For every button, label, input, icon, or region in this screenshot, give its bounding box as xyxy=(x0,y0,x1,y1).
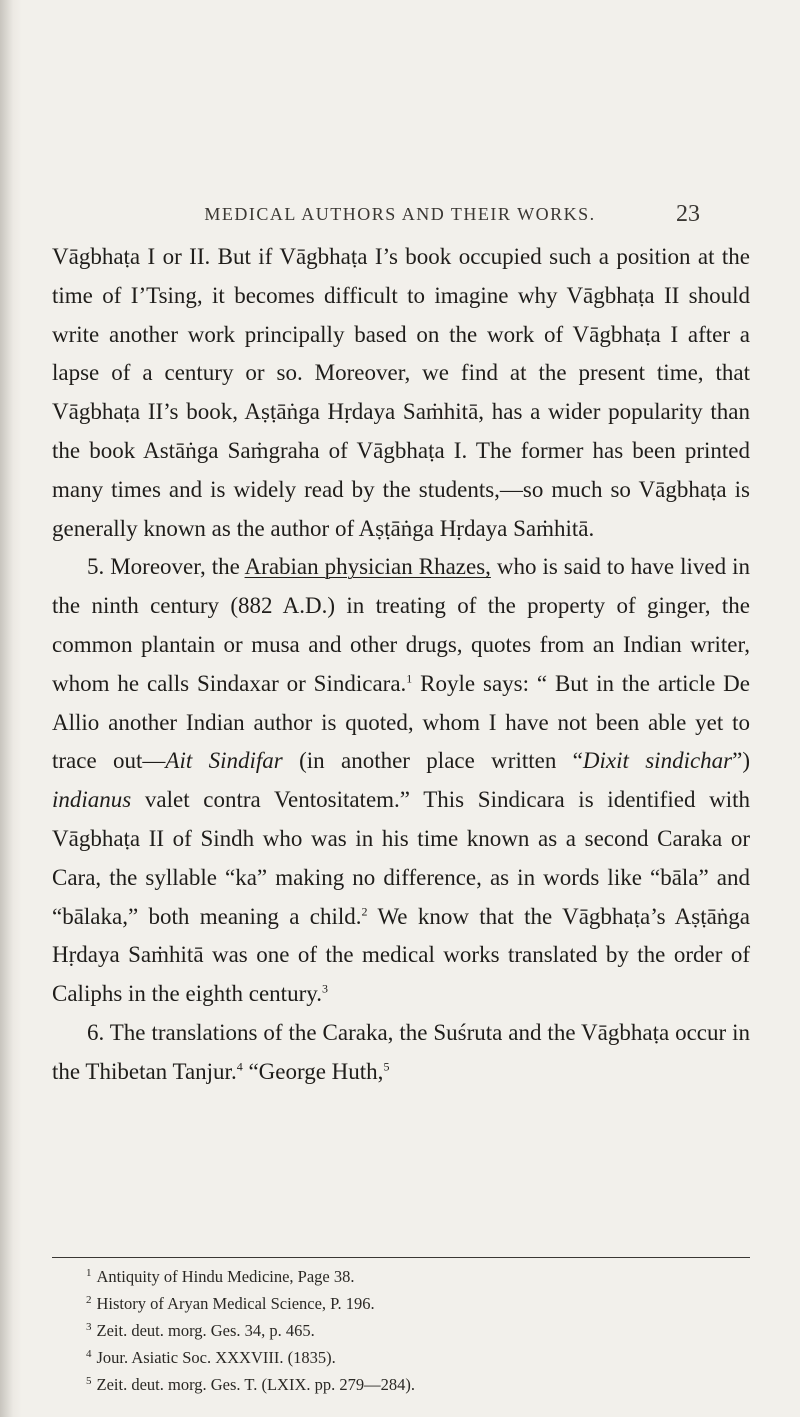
footnote-item xyxy=(86,1344,746,1371)
paragraph-6 xyxy=(52,1014,750,1092)
italic-ait-sindifar: Ait Sindifar xyxy=(165,748,283,774)
footnote-number: 3 xyxy=(86,1320,92,1333)
footnote-ref-1[interactable]: 1 xyxy=(406,671,413,686)
footnote-number: 4 xyxy=(86,1347,92,1360)
paragraph-6-text-b: “George Huth, xyxy=(242,1058,384,1084)
footnote-number: 5 xyxy=(86,1374,92,1387)
footnote-divider xyxy=(52,1257,750,1258)
paragraph-5-text-d: (in another place written “ xyxy=(282,748,583,774)
footnote-ref-2[interactable]: 2 xyxy=(361,903,368,918)
footnote-ref-4[interactable]: 4 xyxy=(236,1059,243,1074)
running-head xyxy=(100,196,700,232)
paragraph-5-text-e: ”) xyxy=(732,748,750,774)
paragraph-1-text: Vāgbhaṭa I or II. But if Vāgbhaṭa I’s book occupied such a position at the time of I’Tsing, it becomes difficult to imagine why Vāgbhaṭa II should write another work principally based on the work of Vāgbhaṭa I after a lapse of a century or so. Moreover, we find at the present time, that Vāgbhaṭa II’s book, Aṣṭāṅga Hṛdaya Saṁhitā, has a wider popularity than the book Astāṅga Saṁgraha of Vāgbhaṭa I. The former has been printed many times and is widely read by the students,—so much so Vāgbhaṭa is generally known as the author of Aṣṭāṅga Hṛdaya Saṁhitā. xyxy=(52,244,750,541)
footnote-text: Zeit. deut. morg. Ges. T. (LXIX. pp. 279—284). xyxy=(96,1375,415,1394)
body-text xyxy=(52,238,750,1092)
footnote-ref-5[interactable]: 5 xyxy=(383,1059,390,1074)
paragraph-continued xyxy=(52,238,750,548)
footnote-item xyxy=(86,1371,746,1398)
paragraph-5-text-f: valet contra Ventositatem.” This Sindicara is identified with Vāgbhaṭa II of Sindh who was in his time known as a second Caraka or Cara, the syllable “ka” making no difference, as in words like “bāla” and “bālaka,” both meaning a child. xyxy=(52,787,750,929)
footnote-text: Jour. Asiatic Soc. XXXVIII. (1835). xyxy=(96,1348,336,1367)
footnote-number: 1 xyxy=(86,1266,92,1279)
footnote-text: History of Aryan Medical Science, P. 196. xyxy=(96,1294,375,1313)
paragraph-5-text-b: who is said to have lived in the ninth century (882 A.D.) in treating of the property of ginger, the common plantain or musa and other drugs, quotes from an Indian writer, whom he calls Sindaxar or Sindicara. xyxy=(52,554,750,696)
paragraph-5-text-c: Royle says: “ But in the article De Allio another Indian author is quoted, whom I have not been able yet to trace out— xyxy=(52,670,750,774)
footnote-text: Zeit. deut. morg. Ges. 34, p. 465. xyxy=(96,1321,315,1340)
page-number: 23 xyxy=(676,201,700,227)
paragraph-5-text-a: 5. Moreover, the xyxy=(87,554,245,580)
footnote-item xyxy=(86,1290,746,1317)
paragraph-6-text-a: 6. The translations of the Caraka, the Suśruta and the Vāgbhaṭa occur in the Thibetan Tanjur. xyxy=(52,1019,750,1084)
paragraph-5-text-g: We know that the Vāgbhaṭa’s Aṣṭāṅga Hṛdaya Saṁhitā was one of the medical works translated by the order of Caliphs in the eighth century. xyxy=(52,903,750,1007)
paragraph-5 xyxy=(52,548,750,1014)
footnote-item xyxy=(86,1317,746,1344)
italic-indianus: indianus xyxy=(52,787,132,813)
footnotes xyxy=(86,1263,746,1398)
underlined-phrase: Arabian physician Rhazes, xyxy=(244,554,491,580)
running-title: MEDICAL AUTHORS AND THEIR WORKS. xyxy=(204,204,596,224)
footnote-text: Antiquity of Hindu Medicine, Page 38. xyxy=(96,1267,355,1286)
footnote-number: 2 xyxy=(86,1293,92,1306)
footnote-ref-3[interactable]: 3 xyxy=(321,981,328,996)
italic-dixit-sindichar: Dixit sindichar xyxy=(582,748,733,774)
footnote-item xyxy=(86,1263,746,1290)
